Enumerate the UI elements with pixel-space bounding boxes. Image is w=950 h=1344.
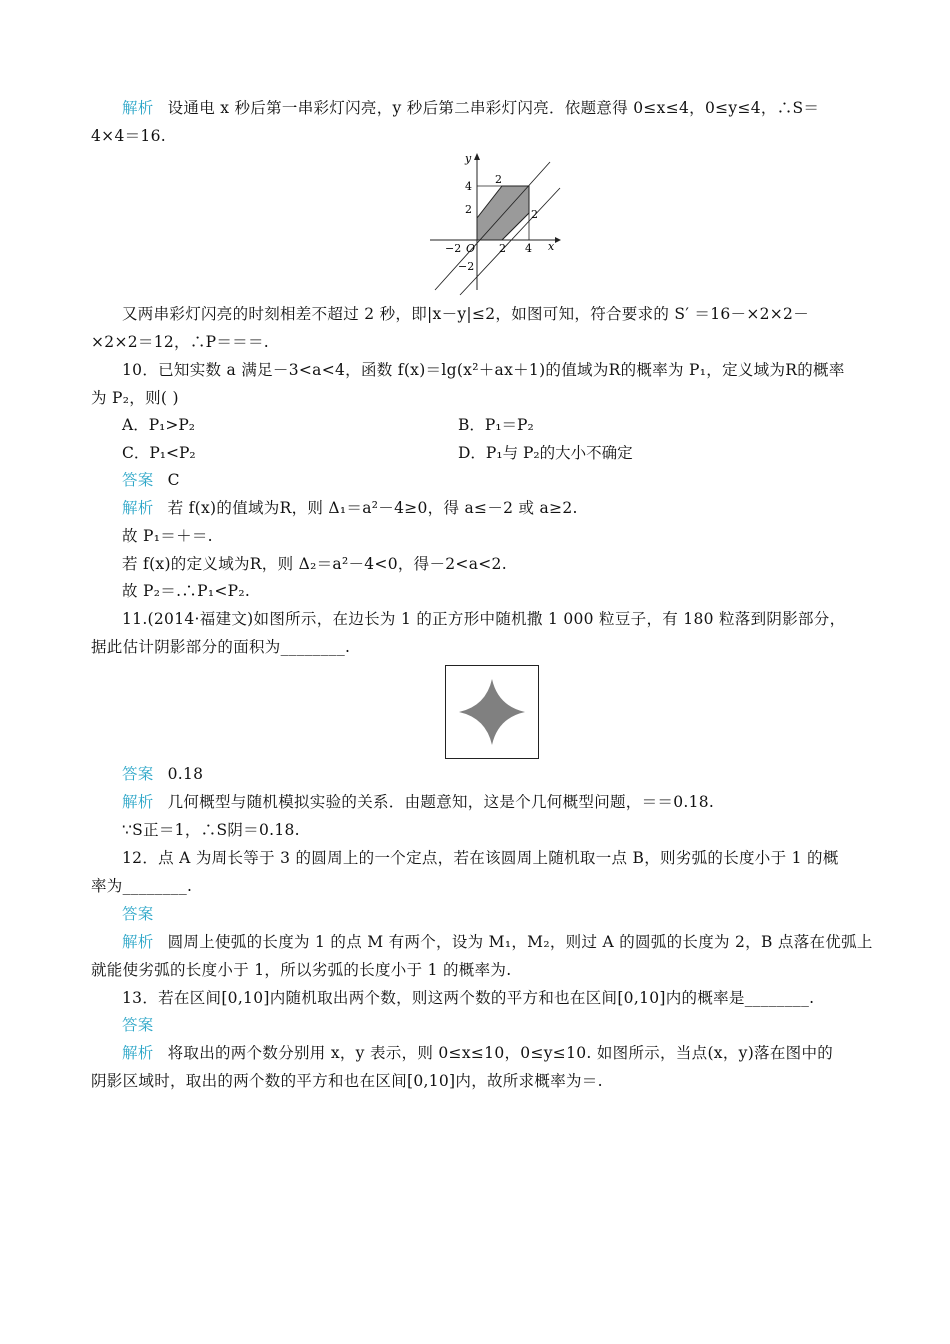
answer-value: 0.18 <box>167 765 204 783</box>
y-axis-arrow <box>474 153 480 160</box>
question-12-stem-cont: 率为________. <box>91 877 193 895</box>
analysis-label: 解析 <box>122 499 154 517</box>
x-tick-2: 2 <box>499 242 506 255</box>
text-line: 故 P₁＝＋＝. <box>122 527 213 545</box>
answer-label: 答案 <box>122 765 154 783</box>
coordinate-figure <box>425 150 565 298</box>
line-upper <box>435 162 550 290</box>
option-a: A．P₁>P₂ <box>122 416 195 434</box>
answer-label: 答案 <box>122 905 154 923</box>
analysis-text: 几何概型与随机模拟实验的关系．由题意知，这是个几何概型问题，＝＝0.18. <box>167 793 715 811</box>
origin-label: O <box>466 242 476 255</box>
answer-line <box>122 764 902 784</box>
analysis-line <box>122 932 902 952</box>
text-line: 若 f(x)的定义域为R，则 Δ₂＝a²－4<0，得－2<a<2. <box>122 555 507 573</box>
option-d: D．P₁与 P₂的大小不确定 <box>458 444 633 462</box>
question-13-stem: 13．若在区间[0,10]内随机取出两个数，则这两个数的平方和也在区间[0,10]内的概率是________. <box>122 989 815 1007</box>
x-tick-neg2: −2 <box>445 242 462 255</box>
y-axis-label: y <box>465 152 472 165</box>
analysis-text: 圆周上使弧的长度为 1 的点 M 有两个，设为 M₁，M₂，则过 A 的圆弧的长度为 2，B 点落在优弧上 <box>167 933 873 951</box>
answer-label: 答案 <box>122 1016 154 1034</box>
answer-line <box>122 904 902 924</box>
y-tick-2: 2 <box>465 203 472 216</box>
top-edge-label: 2 <box>495 173 502 186</box>
text-line: ×2×2＝12，∴P＝＝＝. <box>91 333 269 351</box>
text-line: 阴影区域时，取出的两个数的平方和也在区间[0,10]内，故所求概率为＝. <box>91 1072 603 1090</box>
answer-line <box>122 470 902 490</box>
analysis-label: 解析 <box>122 793 154 811</box>
question-11-stem: 11.(2014·福建文)如图所示，在边长为 1 的正方形中随机撒 1 000 粒豆子，有 180 粒落到阴影部分， <box>122 610 846 628</box>
analysis-text: 若 f(x)的值域为R，则 Δ₁＝a²－4≥0，得 a≤－2 或 a≥2. <box>167 499 578 517</box>
right-edge-label: 2 <box>531 208 538 221</box>
option-b: B．P₁＝P₂ <box>458 416 534 434</box>
analysis-line <box>122 498 902 518</box>
text-line: 又两串彩灯闪亮的时刻相差不超过 2 秒，即|x－y|≤2，如图可知，符合要求的 S′ ＝16－×2×2－ <box>122 305 810 323</box>
answer-label: 答案 <box>122 471 154 489</box>
y-tick-4: 4 <box>465 180 472 193</box>
analysis-label: 解析 <box>122 99 154 117</box>
analysis-label: 解析 <box>122 933 154 951</box>
x-tick-4: 4 <box>525 242 532 255</box>
y-tick-neg2: −2 <box>458 260 475 273</box>
answer-line <box>122 1015 902 1035</box>
text-line: 故 P₂＝.∴P₁<P₂. <box>122 582 251 600</box>
analysis-line <box>122 1043 902 1063</box>
analysis-text: 设通电 x 秒后第一串彩灯闪亮，y 秒后第二串彩灯闪亮．依题意得 0≤x≤4，0≤y≤4，∴S＝ <box>167 99 820 117</box>
text-line: ∵S正＝1，∴S阴＝0.18. <box>122 821 300 839</box>
analysis-text: 将取出的两个数分别用 x，y 表示，则 0≤x≤10，0≤y≤10. 如图所示，当点(x，y)落在图中的 <box>167 1044 834 1062</box>
question-10-stem-cont: 为 P₂，则( ) <box>91 389 179 407</box>
analysis-line <box>122 792 902 812</box>
question-12-stem: 12．点 A 为周长等于 3 的圆周上的一个定点，若在该圆周上随机取一点 B，则劣弧的长度小于 1 的概 <box>122 849 839 867</box>
analysis-label: 解析 <box>122 1044 154 1062</box>
x-axis-arrow <box>555 237 561 243</box>
option-c: C．P₁<P₂ <box>122 444 196 462</box>
x-axis-label: x <box>548 240 555 253</box>
question-10-stem: 10．已知实数 a 满足－3<a<4，函数 f(x)＝lg(x²＋ax＋1)的值域为R的概率为 P₁，定义域为R的概率 <box>122 361 845 379</box>
analysis-line <box>122 98 902 118</box>
answer-value: C <box>167 471 180 489</box>
question-11-stem-cont: 据此估计阴影部分的面积为________. <box>91 638 351 656</box>
text-line: 就能使劣弧的长度小于 1，所以劣弧的长度小于 1 的概率为. <box>91 961 512 979</box>
text-line: 4×4＝16. <box>91 127 166 145</box>
square-figure <box>445 665 539 759</box>
